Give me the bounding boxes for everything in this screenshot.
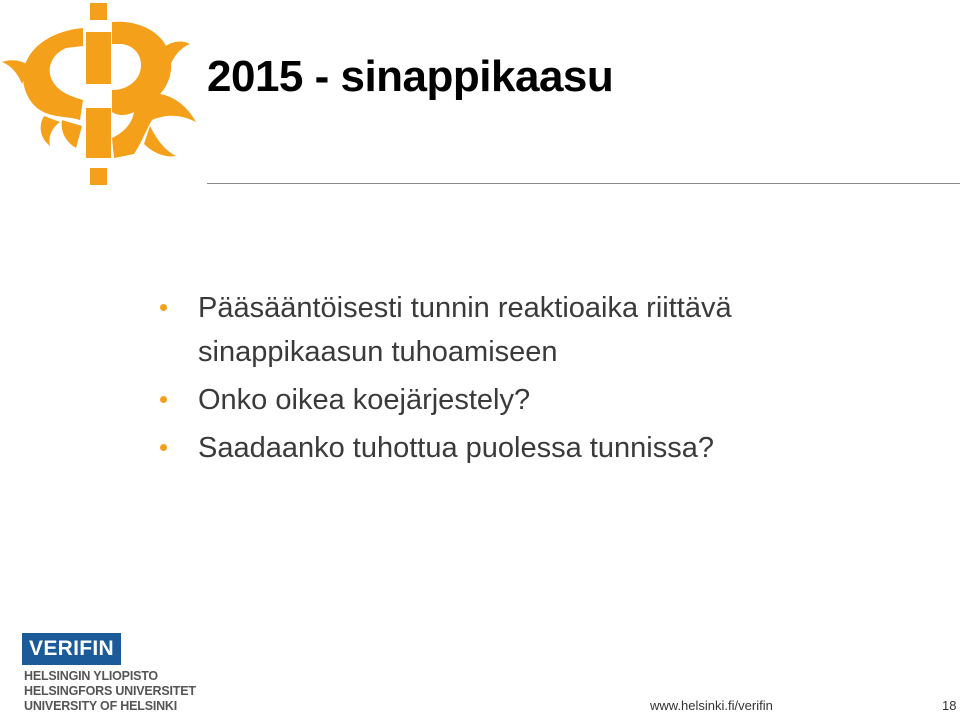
bullet-text-line-2: sinappikaasun tuhoamiseen: [198, 336, 558, 368]
flame-torch-logo-icon: [0, 0, 200, 190]
bullet-item: [160, 378, 920, 422]
bullet-text-line-1: Pääsääntöisesti tunnin reaktioaika riittävä: [198, 292, 732, 324]
bullet-text: Onko oikea koejärjestely?: [198, 384, 531, 416]
bullet-text: Saadaanko tuhottua puolessa tunnissa?: [198, 432, 714, 464]
bullet-dot-icon: [160, 396, 167, 403]
bullet-dot-icon: [160, 304, 167, 311]
bullet-item: [160, 286, 920, 374]
university-names: [24, 669, 196, 714]
university-name-sv: HELSINGFORS UNIVERSITET: [24, 684, 196, 698]
slide-title: 2015 - sinappikaasu: [207, 52, 614, 101]
bullet-item: [160, 426, 920, 470]
university-name-en: UNIVERSITY OF HELSINKI: [24, 699, 178, 713]
bullet-dot-icon: [160, 444, 167, 451]
university-name-fi: HELSINGIN YLIOPISTO: [24, 669, 158, 683]
page-number: 18: [942, 698, 957, 713]
bullet-list: [160, 286, 920, 474]
footer-url[interactable]: www.helsinki.fi/verifin: [650, 698, 773, 713]
title-divider: [207, 183, 960, 184]
verifin-logo: VERIFIN: [22, 633, 121, 665]
